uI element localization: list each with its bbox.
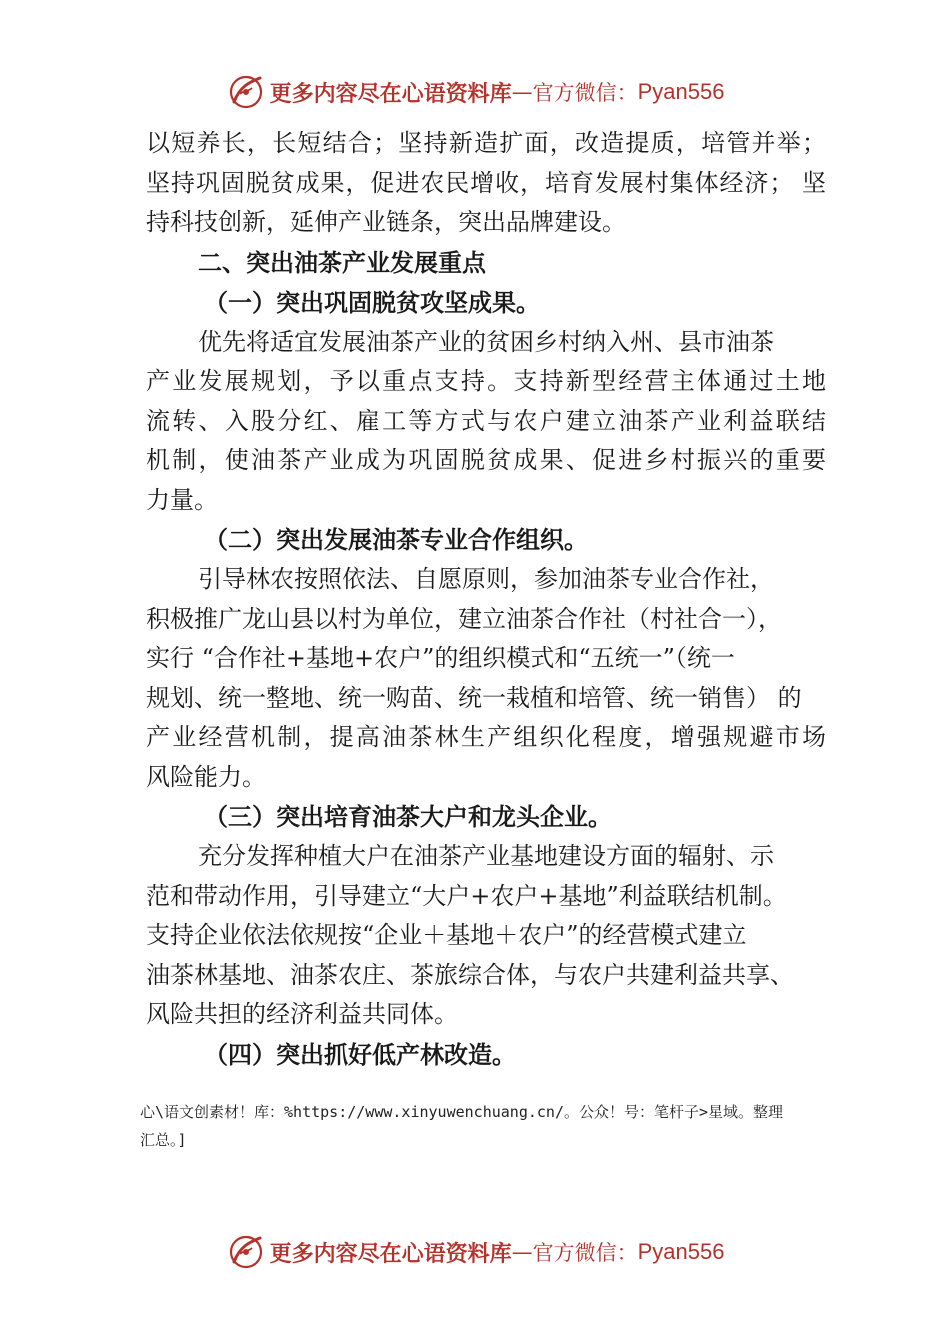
text-line: 油茶林基地、油茶农庄、茶旅综合体，与农户共建利益共享、 — [146, 960, 794, 989]
subsection-heading: （四）突出抓好低产林改造。 — [204, 1039, 516, 1069]
text-line: 积极推广龙山县以村为单位，建立油茶合作社（村社合一）， — [146, 604, 782, 633]
source-note-line: 心\语文创素材！库：%https://www.xinyuwenchuang.cn/。公众！号：笔杆子>星域。整理 — [140, 1103, 784, 1121]
footer-banner — [0, 1230, 950, 1274]
banner-wechat-label: 官方微信： — [532, 81, 638, 105]
brand-logo-icon — [226, 72, 266, 112]
text-line: 坚持巩固脱贫成果，促进农民增收，培育发展村集体经济； 坚 — [146, 168, 826, 197]
subsection-heading: （三）突出培育油茶大户和龙头企业。 — [204, 802, 612, 831]
brand-logo-icon — [226, 1232, 266, 1272]
text-line: 引导林农按照依法、自愿原则，参加油茶专业合作社， — [198, 565, 774, 593]
text-line: 持科技创新，延伸产业链条，突出品牌建设。 — [146, 208, 626, 236]
document-body — [146, 124, 826, 1075]
banner-title: 更多内容尽在心语资料库 — [269, 81, 512, 107]
source-note-line: 汇总。] — [140, 1131, 187, 1149]
text-line: 风险共担的经济利益共同体。 — [146, 1000, 458, 1028]
subsection-heading: （一）突出巩固脱贫攻坚成果。 — [204, 287, 540, 317]
banner-wechat-id: Pyan556 — [637, 1239, 725, 1264]
header-banner — [0, 70, 950, 114]
section-heading: 二、突出油茶产业发展重点 — [198, 248, 486, 277]
text-line: 范和带动作用，引导建立“大户+农户+基地”利益联结机制。 — [146, 881, 787, 910]
source-note — [140, 1098, 830, 1154]
banner-dash: — — [511, 1240, 533, 1264]
text-line: 风险能力。 — [146, 762, 266, 791]
banner-title: 更多内容尽在心语资料库 — [269, 1241, 512, 1267]
text-line: 实行 “合作社+基地+农户”的组织模式和“五统一”（统一 — [146, 644, 735, 672]
text-line: 机制，使油茶产业成为巩固脱贫成果、促进乡村振兴的重要 — [146, 446, 826, 474]
text-line: 充分发挥种植大户在油茶产业基地建设方面的辐射、示 — [198, 842, 774, 870]
banner-wechat-label: 官方微信： — [532, 1241, 638, 1265]
banner-wechat-id: Pyan556 — [637, 79, 725, 104]
text-line: 优先将适宜发展油茶产业的贫困乡村纳入州、县市油茶 — [198, 327, 774, 356]
text-line: 产业发展规划，予以重点支持。支持新型经营主体通过土地 — [146, 367, 826, 395]
text-line: 支持企业依法依规按“企业＋基地＋农户”的经营模式建立 — [146, 921, 747, 949]
text-line: 以短养长，长短结合；坚持新造扩面，改造提质，培管并举； — [146, 129, 826, 157]
text-line: 力量。 — [146, 485, 218, 514]
text-line: 流转、入股分红、雇工等方式与农户建立油茶产业利益联结 — [146, 406, 826, 435]
banner-dash: — — [511, 80, 533, 104]
text-line: 规划、统一整地、统一购苗、统一栽植和培管、统一销售） 的 — [146, 683, 802, 712]
subsection-heading: （二）突出发展油茶专业合作组织。 — [204, 525, 588, 554]
text-line: 产业经营机制，提高油茶林生产组织化程度，增强规避市场 — [146, 723, 826, 751]
